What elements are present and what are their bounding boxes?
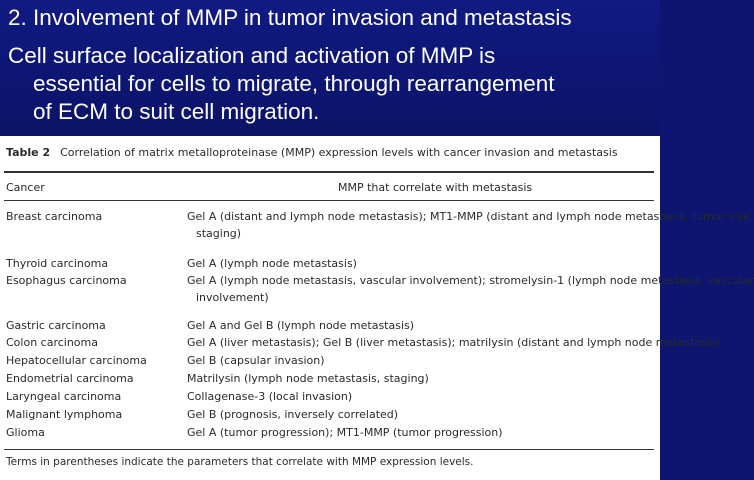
mmp-cell — [187, 334, 720, 351]
mmp-line: involvement) — [196, 291, 269, 304]
mmp-cell — [187, 272, 754, 306]
cancer-cell: Esophagus carcinoma — [6, 274, 127, 287]
cancer-cell: Glioma — [6, 426, 45, 439]
mmp-line: Gel A (liver metastasis); Gel B (liver metastasis); matrilysin (distant and lymph node metastasis) — [187, 336, 720, 349]
mmp-cell — [187, 255, 652, 272]
header-rule — [4, 200, 654, 201]
cancer-cell: Breast carcinoma — [6, 210, 103, 223]
mmp-line: Gel A (lymph node metastasis) — [187, 257, 357, 270]
mmp-cell — [187, 370, 652, 387]
table-top-rule — [4, 171, 654, 173]
cancer-cell: Hepatocellular carcinoma — [6, 354, 147, 367]
mmp-line: Gel A (distant and lymph node metastasis); MT1-MMP (distant and lymph node metastasis, tumor size, — [187, 210, 754, 223]
mmp-cell — [187, 388, 652, 405]
mmp-line: Gel A and Gel B (lymph node metastasis) — [187, 319, 415, 332]
slide-title: 2. Involvement of MMP in tumor invasion and metastasis — [8, 5, 572, 30]
slide-header — [0, 0, 660, 136]
mmp-cell — [187, 424, 652, 441]
mmp-line: Matrilysin (lymph node metastasis, staging) — [187, 372, 429, 385]
mmp-line: staging) — [196, 227, 242, 240]
cancer-cell: Laryngeal carcinoma — [6, 390, 122, 403]
body-line-3: of ECM to suit cell migration. — [33, 99, 320, 124]
slide-body-text — [8, 42, 638, 126]
mmp-line: Gel A (lymph node metastasis, vascular involvement); stromelysin-1 (lymph node metastasis, vascular — [187, 274, 754, 287]
cancer-cell: Colon carcinoma — [6, 336, 98, 349]
table-bottom-rule — [4, 449, 654, 450]
table-footnote: Terms in parentheses indicate the parameters that correlate with MMP expression levels. — [6, 456, 474, 468]
mmp-line: Gel B (prognosis, inversely correlated) — [187, 408, 399, 421]
mmp-cell — [187, 208, 754, 242]
column-header-cancer: Cancer — [6, 181, 45, 194]
mmp-cell — [187, 406, 652, 423]
column-header-mmp: MMP that correlate with metastasis — [338, 181, 533, 194]
mmp-line: Gel B (capsular invasion) — [187, 354, 325, 367]
body-line-1: Cell surface localization and activation of MMP is — [8, 43, 496, 68]
mmp-cell — [187, 352, 652, 369]
table-caption — [6, 146, 618, 159]
mmp-line: Gel A (tumor progression); MT1-MMP (tumor progression) — [187, 426, 503, 439]
body-line-2: essential for cells to migrate, through rearrangement — [33, 71, 555, 96]
cancer-cell: Thyroid carcinoma — [6, 257, 109, 270]
table-label: Table 2 — [6, 146, 51, 159]
table-caption-text: Correlation of matrix metalloproteinase (MMP) expression levels with cancer invasion and metastasis — [60, 146, 618, 159]
mmp-line: Collagenase-3 (local invasion) — [187, 390, 353, 403]
cancer-cell: Gastric carcinoma — [6, 319, 106, 332]
cancer-cell: Endometrial carcinoma — [6, 372, 134, 385]
table-panel — [0, 136, 754, 480]
cancer-cell: Malignant lymphoma — [6, 408, 123, 421]
mmp-cell — [187, 317, 652, 334]
